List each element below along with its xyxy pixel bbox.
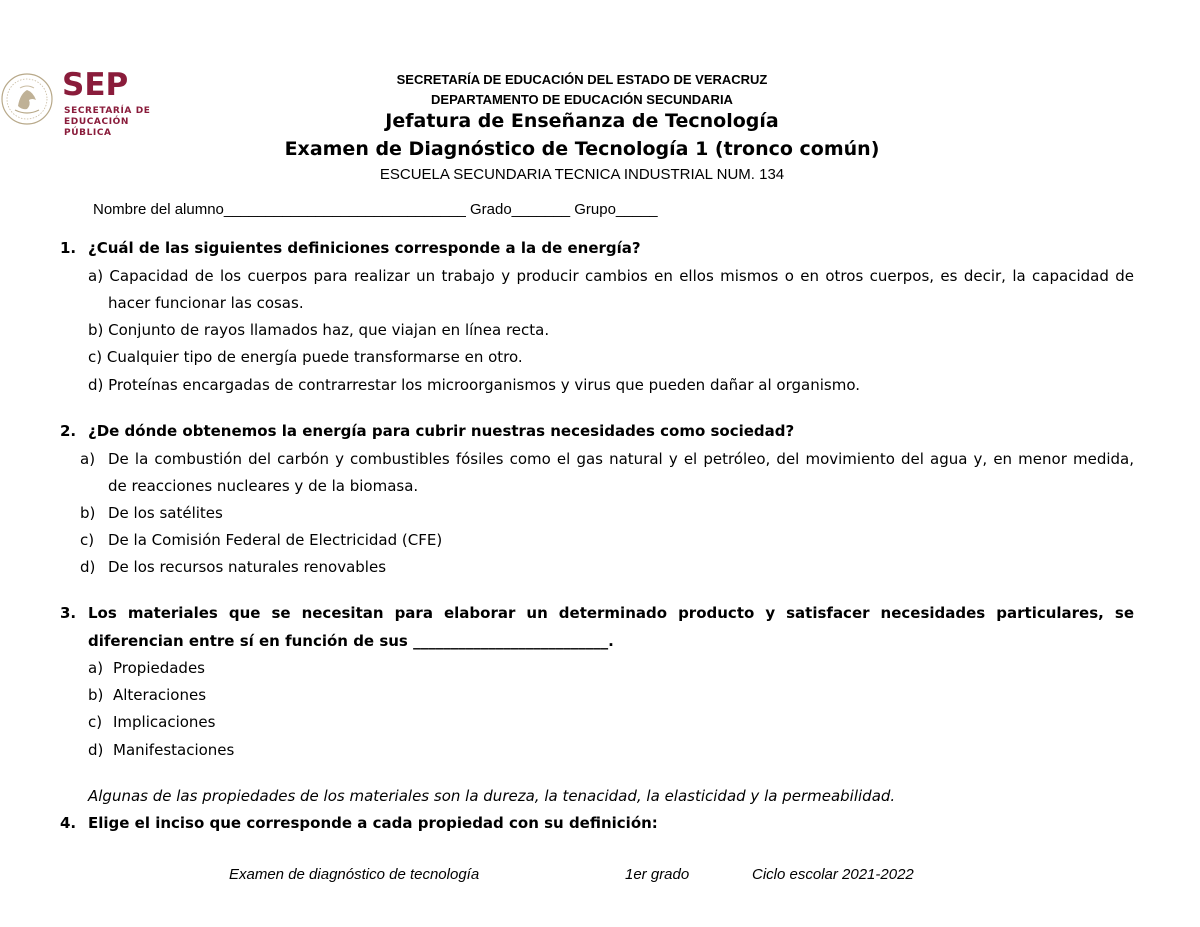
question-1-text: ¿Cuál de las siguientes definiciones corresponde a la de energía?: [88, 239, 641, 257]
sep-logo-line2: EDUCACIÓN PÚBLICA: [64, 117, 130, 138]
footer-school-cycle: Ciclo escolar 2021-2022: [752, 866, 914, 883]
q3-option-a: Propiedades: [113, 659, 205, 677]
question-4-number: 4.: [60, 814, 77, 832]
q1-option-a-line1: a) Capacidad de los cuerpos para realizar un trabajo y producir cambios en ellos mismos o en otros cuerpos, es decir, la capacidad de: [88, 267, 1134, 285]
question-3-number: 3.: [60, 604, 77, 622]
q2-option-b-label: b): [80, 504, 96, 522]
header-jefatura: Jefatura de Enseñanza de Tecnología: [385, 110, 779, 132]
question-2-number: 2.: [60, 422, 77, 440]
sep-logo-line1: SECRETARÍA DE: [64, 106, 151, 116]
q2-option-a-label: a): [80, 450, 96, 468]
q2-option-d-label: d): [80, 558, 96, 576]
q3-option-c: Implicaciones: [113, 713, 216, 731]
student-info-line: Nombre del alumno_____________________________ Grado_______ Grupo_____: [93, 201, 658, 218]
question-4-text: Elige el inciso que corresponde a cada propiedad con su definición:: [88, 814, 658, 832]
q2-option-a-line1: De la combustión del carbón y combustibles fósiles como el gas natural y el petróleo, del movimiento del agua y, en menor medida,: [108, 450, 1134, 468]
q1-option-b: b) Conjunto de rayos llamados haz, que viajan en línea recta.: [88, 321, 550, 339]
header-secretaria: SECRETARÍA DE EDUCACIÓN DEL ESTADO DE VERACRUZ: [396, 72, 768, 87]
question-2-text: ¿De dónde obtenemos la energía para cubrir nuestras necesidades como sociedad?: [88, 422, 795, 440]
q3-option-b: Alteraciones: [113, 686, 207, 704]
q2-option-c: De la Comisión Federal de Electricidad (CFE): [108, 531, 443, 549]
q3-option-a-label: a): [88, 659, 104, 677]
q2-option-a-line2: de reacciones nucleares y de la biomasa.: [108, 477, 419, 495]
q3-option-d-label: d): [88, 741, 104, 759]
q2-option-b: De los satélites: [108, 504, 223, 522]
footer-exam-name: Examen de diagnóstico de tecnología: [229, 866, 480, 883]
question-3-text-line1: Los materiales que se necesitan para elaborar un determinado producto y satisfacer necesidades particulares, se: [88, 604, 1134, 622]
question-3-text-line2: diferencian entre sí en función de sus __________________________.: [88, 632, 614, 650]
footer-grade: 1er grado: [625, 866, 690, 883]
school-name: ESCUELA SECUNDARIA TECNICA INDUSTRIAL NUM. 134: [379, 166, 785, 183]
q1-option-c: c) Cualquier tipo de energía puede transformarse en otro.: [88, 348, 523, 366]
exam-title: Examen de Diagnóstico de Tecnología 1 (tronco común): [284, 138, 880, 160]
question-1-number: 1.: [60, 239, 77, 257]
header-departamento: DEPARTAMENTO DE EDUCACIÓN SECUNDARIA: [431, 92, 733, 107]
q2-option-c-label: c): [80, 531, 95, 549]
sep-logo-word: SEP: [62, 67, 129, 103]
q3-option-c-label: c): [88, 713, 103, 731]
q3-option-b-label: b): [88, 686, 104, 704]
q1-option-d: d) Proteínas encargadas de contrarrestar los microorganismos y virus que pueden dañar al organismo.: [88, 376, 860, 394]
materials-note: Algunas de las propiedades de los materiales son la dureza, la tenacidad, la elasticidad y la permeabilidad.: [88, 787, 896, 805]
q1-option-a-line2: hacer funcionar las cosas.: [108, 294, 304, 312]
q3-option-d: Manifestaciones: [113, 741, 235, 759]
q2-option-d: De los recursos naturales renovables: [108, 558, 387, 576]
